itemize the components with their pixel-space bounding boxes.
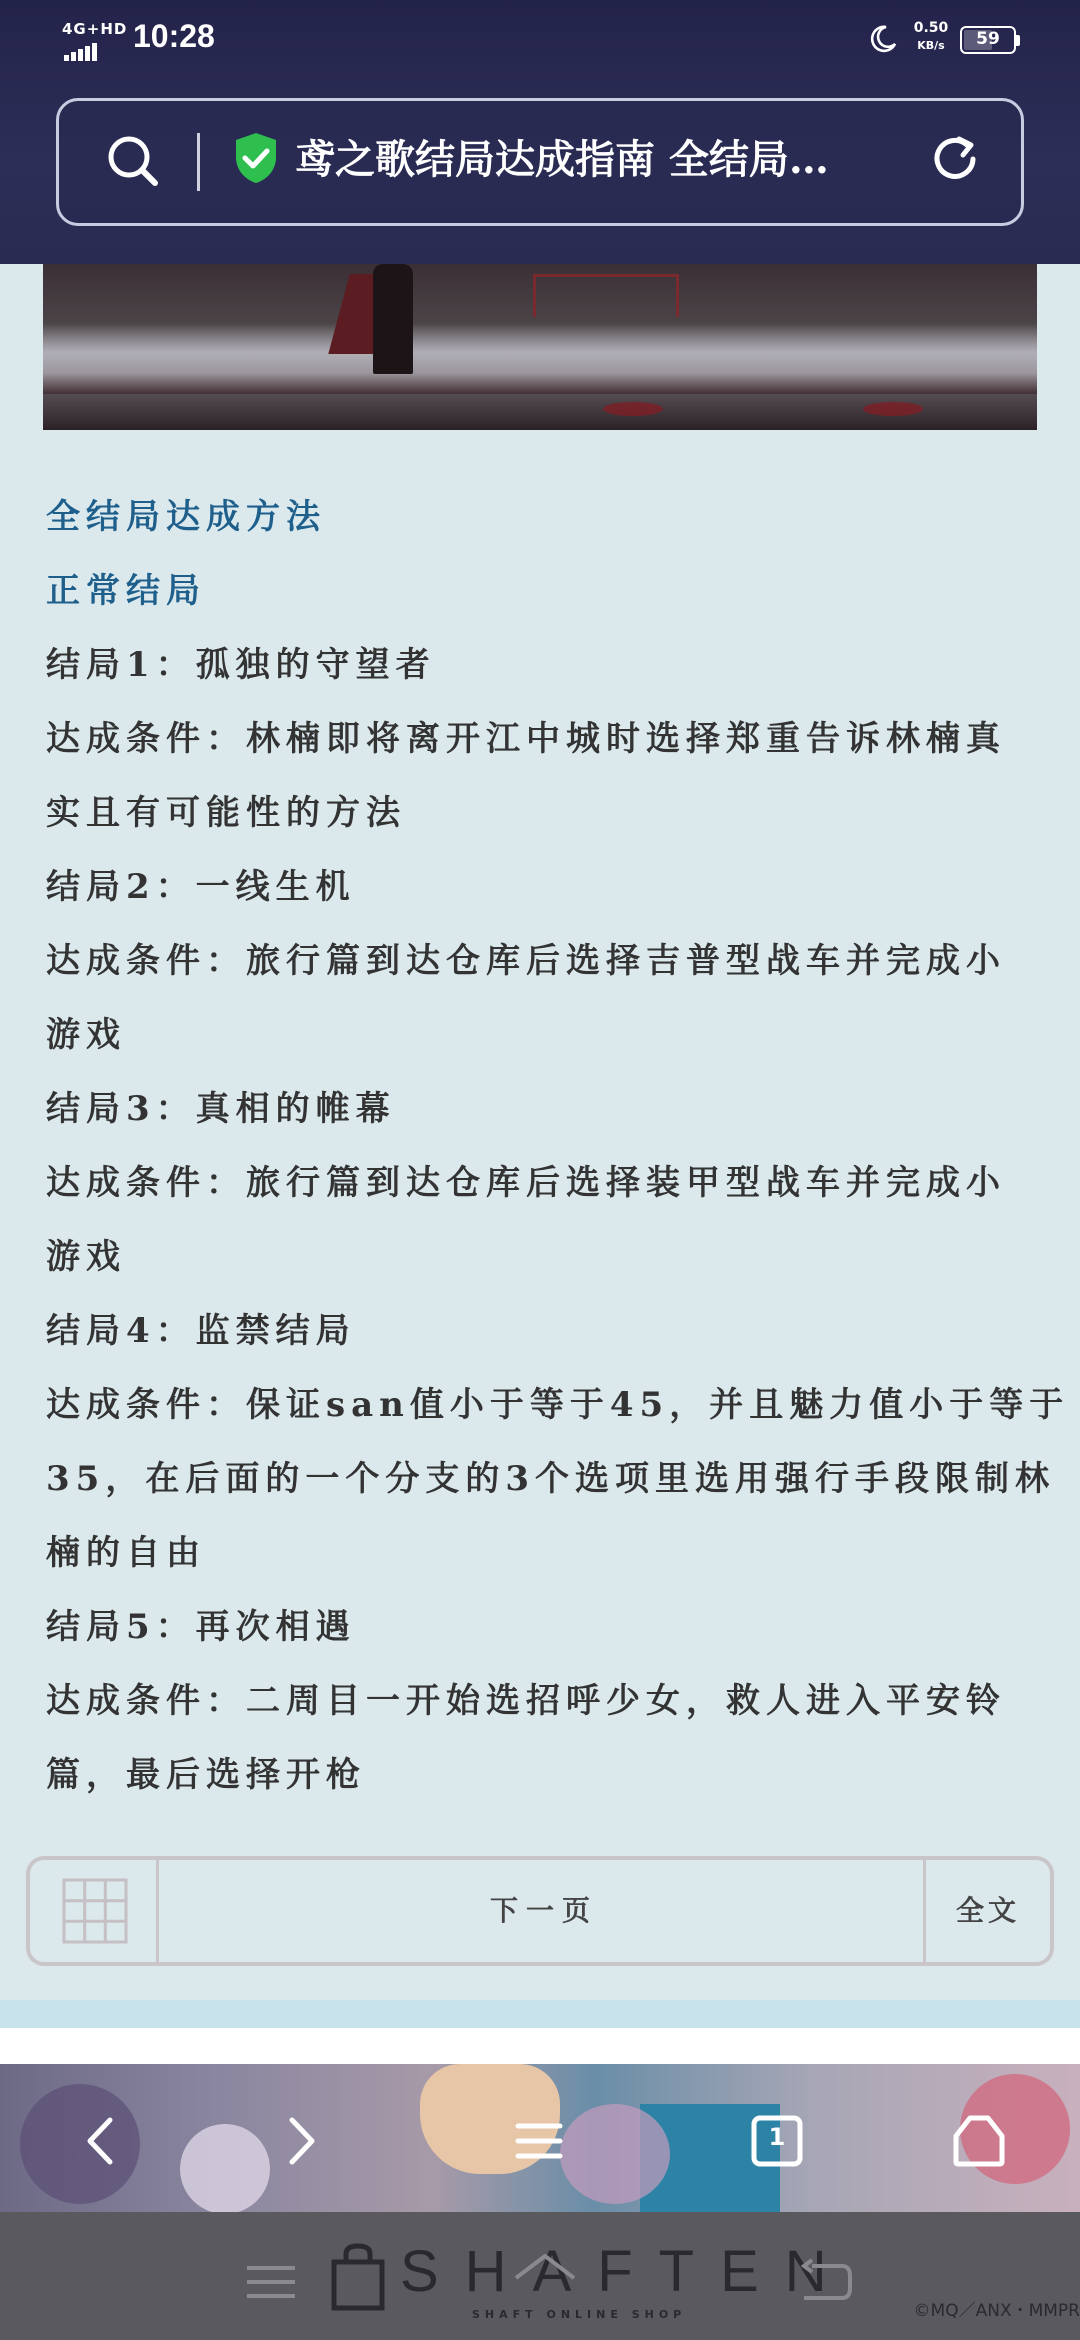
article-line: 结局4：监禁结局 xyxy=(46,1311,356,1351)
article-line: 达成条件：二周目一开始选招呼少女，救人进入平安铃 xyxy=(46,1681,1006,1721)
clock: 10:28 xyxy=(133,18,215,54)
section-heading: 全结局达成方法 xyxy=(46,497,326,537)
shield-check-icon[interactable] xyxy=(233,131,279,185)
article-line: 35，在后面的一个分支的3个选项里选用强行手段限制林 xyxy=(46,1459,1055,1499)
recent-apps-icon[interactable] xyxy=(245,2262,297,2302)
system-back-icon[interactable] xyxy=(798,2258,854,2304)
section-heading: 正常结局 xyxy=(46,571,206,611)
ad-top-strip xyxy=(0,2028,1080,2064)
tab-count: 1 xyxy=(768,2123,786,2151)
signal-bars-icon xyxy=(64,42,99,61)
forward-icon[interactable] xyxy=(266,2106,336,2176)
ad-logo: SHAFTEN xyxy=(400,2239,853,2304)
home-icon[interactable] xyxy=(944,2106,1014,2176)
tabs-button[interactable] xyxy=(742,2106,812,2176)
signal-indicator xyxy=(62,20,128,60)
article-line: 达成条件：林楠即将离开江中城时选择郑重告诉林楠真 xyxy=(46,719,1006,759)
refresh-icon[interactable] xyxy=(927,133,983,189)
banner-snow xyxy=(43,324,1037,394)
battery-level: 59 xyxy=(976,29,1000,49)
full-text-button[interactable]: 全文 xyxy=(923,1860,1050,1962)
article-line: 结局2：一线生机 xyxy=(46,867,356,907)
article-line: 结局5：再次相遇 xyxy=(46,1607,356,1647)
battery-icon xyxy=(960,26,1016,54)
speed-unit: KB/s xyxy=(917,39,945,52)
page-title[interactable]: 鸢之歌结局达成指南 全结局… xyxy=(295,136,829,183)
network-type: 4G+HD xyxy=(62,20,128,38)
article-line: 结局1：孤独的守望者 xyxy=(46,645,436,685)
article-line: 楠的自由 xyxy=(46,1533,206,1573)
article-line: 达成条件：旅行篇到达仓库后选择装甲型战车并完成小 xyxy=(46,1163,1006,1203)
browser-toolbar xyxy=(0,2064,1080,2212)
page-grid-button[interactable] xyxy=(30,1860,159,1962)
article-line: 游戏 xyxy=(46,1015,126,1055)
status-bar xyxy=(0,0,1080,80)
article-line: 篇，最后选择开枪 xyxy=(46,1755,366,1795)
article-line: 游戏 xyxy=(46,1237,126,1277)
banner-stain xyxy=(863,402,923,416)
search-icon[interactable] xyxy=(103,131,163,191)
battery-tip xyxy=(1016,35,1020,46)
moon-icon xyxy=(868,24,898,54)
ad-logo-subtitle: SHAFT ONLINE SHOP xyxy=(472,2308,687,2321)
address-divider xyxy=(197,133,200,191)
network-speed xyxy=(906,20,956,54)
grid-icon xyxy=(62,1878,128,1944)
pagination-bar xyxy=(26,1856,1054,1966)
shopping-bag-icon xyxy=(330,2242,386,2312)
banner-railing xyxy=(533,274,679,317)
article-line: 实且有可能性的方法 xyxy=(46,793,406,833)
menu-icon[interactable] xyxy=(504,2106,574,2176)
content-footer-strip xyxy=(0,2000,1080,2028)
next-page-button[interactable]: 下一页 xyxy=(489,1894,598,1927)
banner-figure xyxy=(373,264,413,374)
back-icon[interactable] xyxy=(66,2106,136,2176)
article-line: 达成条件：旅行篇到达仓库后选择吉普型战车并完成小 xyxy=(46,941,1006,981)
browser-header xyxy=(0,0,1080,264)
banner-stain xyxy=(603,402,663,416)
article-banner-image xyxy=(43,264,1037,430)
ad-copyright: ©MQ／ANX・MMPR xyxy=(913,2301,1080,2321)
speed-value: 0.50 xyxy=(913,20,949,36)
article-line: 结局3：真相的帷幕 xyxy=(46,1089,396,1129)
system-navigation-bar xyxy=(0,2212,1080,2340)
article-line: 达成条件：保证san值小于等于45，并且魅力值小于等于 xyxy=(46,1385,1070,1425)
system-home-icon[interactable] xyxy=(512,2252,578,2308)
address-bar[interactable] xyxy=(56,98,1024,226)
